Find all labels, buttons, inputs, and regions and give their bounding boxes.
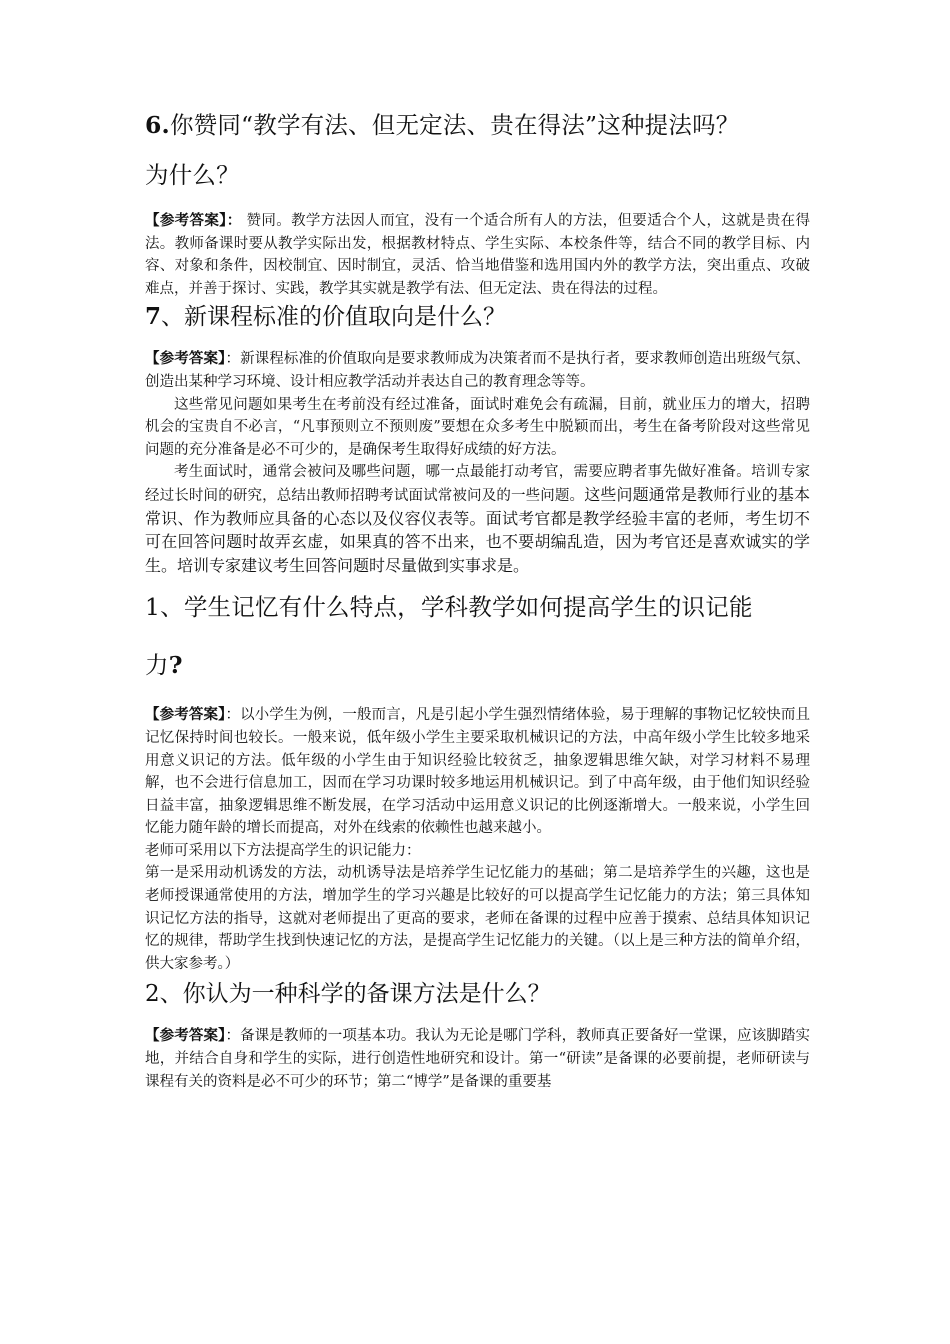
- answer-label: 【参考答案】: [145, 706, 226, 724]
- question-1-title-mark: ?: [168, 651, 183, 680]
- question-1-methods-text: 第一是采用动机诱发的方法，动机诱导法是培养学生记忆能力的基础；第二是培养学生的兴趣，这也是老师授课通常使用的方法，增加学生的学习兴趣是比较好的可以提高学生记忆能力的方法；第三具体知识记忆方法的指导，这就对老师提出了更高的要求，老师在备课的过程中应善于摸索、总结具体知识记忆的规律，帮助学生找到快速记忆的方法，是提高学生记忆能力的关键。（以上是三种方法的简单介绍，供大家参考。）: [145, 865, 810, 972]
- intro-paragraph-2b: 这些问题通常是教师行业的基本常识、作为教师应具备的心态以及仪容仪表等。面试考官都是教学经验丰富的老师，考生切不可在回答问题时故弄玄虚，如果真的答不出来，也不要胡编乱造，因为考官还是喜欢诚实的学生。培训专家建议考生回答问题时尽量做到实事求是。: [145, 484, 810, 575]
- question-7-title: [145, 300, 810, 334]
- question-6-answer: [145, 210, 810, 300]
- answer-label: 【参考答案】: [145, 350, 226, 368]
- question-2-answer: [145, 1025, 810, 1093]
- answer-label: 【参考答案】：: [145, 212, 242, 229]
- question-6-title: [145, 100, 810, 150]
- question-1-answer-text: ：以小学生为例，一般而言，凡是引起小学生强烈情绪体验，易于理解的事物记忆较快而且记忆保持时间也较长。一般来说，低年级小学生主要采取机械识记的方法，中高年级小学生比较多地采用意义识记的方法。低年级的小学生由于知识经验比较贫乏，抽象逻辑思维欠缺，对学习材料不易理解，也不会进行信息加工，因而在学习功课时较多地运用机械识记。到了中高年级，由于他们知识经验日益丰富，抽象逻辑思维不断发展，在学习活动中运用意义识记的比例逐渐增大。一般来说，小学生回忆能力随年龄的增长而提高，对外在线索的依赖性也越来越小。: [145, 707, 810, 837]
- question-6-title-line1: 你赞同“教学有法、但无定法、贵在得法”这种提法吗？: [169, 111, 740, 139]
- question-7-answer-text: ：新课程标准的价值取向是要求教师成为决策者而不是执行者，要求教师创造出班级气氛、创造出某种学习环境、设计相应教学活动并表达自己的教育理念等等。: [145, 351, 810, 390]
- question-1-title-line2: [145, 640, 810, 690]
- question-7-answer: [145, 348, 810, 393]
- intro-paragraph-2: [145, 461, 810, 578]
- question-1-title-line2-text: 力: [145, 651, 169, 680]
- question-1-title-line1: 1、学生记忆有什么特点，学科教学如何提高学生的识记能: [145, 593, 753, 622]
- document-body: [145, 100, 810, 1093]
- question-6-number: 6.: [145, 111, 170, 139]
- question-2-title: 2、你认为一种科学的备课方法是什么？: [145, 981, 551, 1008]
- question-1-methods-intro: 老师可采用以下方法提高学生的识记能力：: [145, 842, 421, 859]
- intro-paragraph-1: 这些常见问题如果考生在考前没有经过准备，面试时难免会有疏漏，目前，就业压力的增大，招聘机会的宝贵自不必言，“凡事预则立不预则废”要想在众多考生中脱颖而出，考生在备考阶段对这些常见问题的充分准备是必不可少的，是确保考生取得好成绩的好方法。: [145, 396, 810, 458]
- question-6-title-line2: 为什么？: [145, 161, 240, 189]
- intro-paragraph-2a: 考生面试时，通常会被问及哪些问题，哪一点最能打动考官，需要应聘者事先做好准备。培训专家经过长时间的研究，总结出教师招聘考试面试常被问及的一些问题。: [145, 464, 810, 504]
- question-6-answer-text: 赞同。教学方法因人而宜，没有一个适合所有人的方法，但要适合个人，这就是贵在得法。教师备课时要从教学实际出发，根据教材特点、学生实际、本校条件等，结合不同的教学目标、内容、对象和条件，因校制宜、因时制宜，灵活、恰当地借鉴和选用国内外的教学方法，突出重点、攻破难点，并善于探讨、实践，教学其实就是教学有法、但无定法、贵在得法的过程。: [145, 213, 811, 297]
- question-7-title-text: 、新课程标准的价值取向是什么？: [161, 304, 507, 331]
- question-1-answer: [145, 704, 810, 840]
- question-7-number: 7: [145, 303, 162, 331]
- answer-label: 【参考答案】: [145, 1027, 226, 1045]
- question-2-answer-text: ：备课是教师的一项基本功。我认为无论是哪门学科，教师真正要备好一堂课，应该脚踏实地，并结合自身和学生的实际，进行创造性地研究和设计。第一“研读”是备课的必要前提，老师研读与课程有关的资料是必不可少的环节；第二“博学”是备课的重要基: [145, 1028, 810, 1090]
